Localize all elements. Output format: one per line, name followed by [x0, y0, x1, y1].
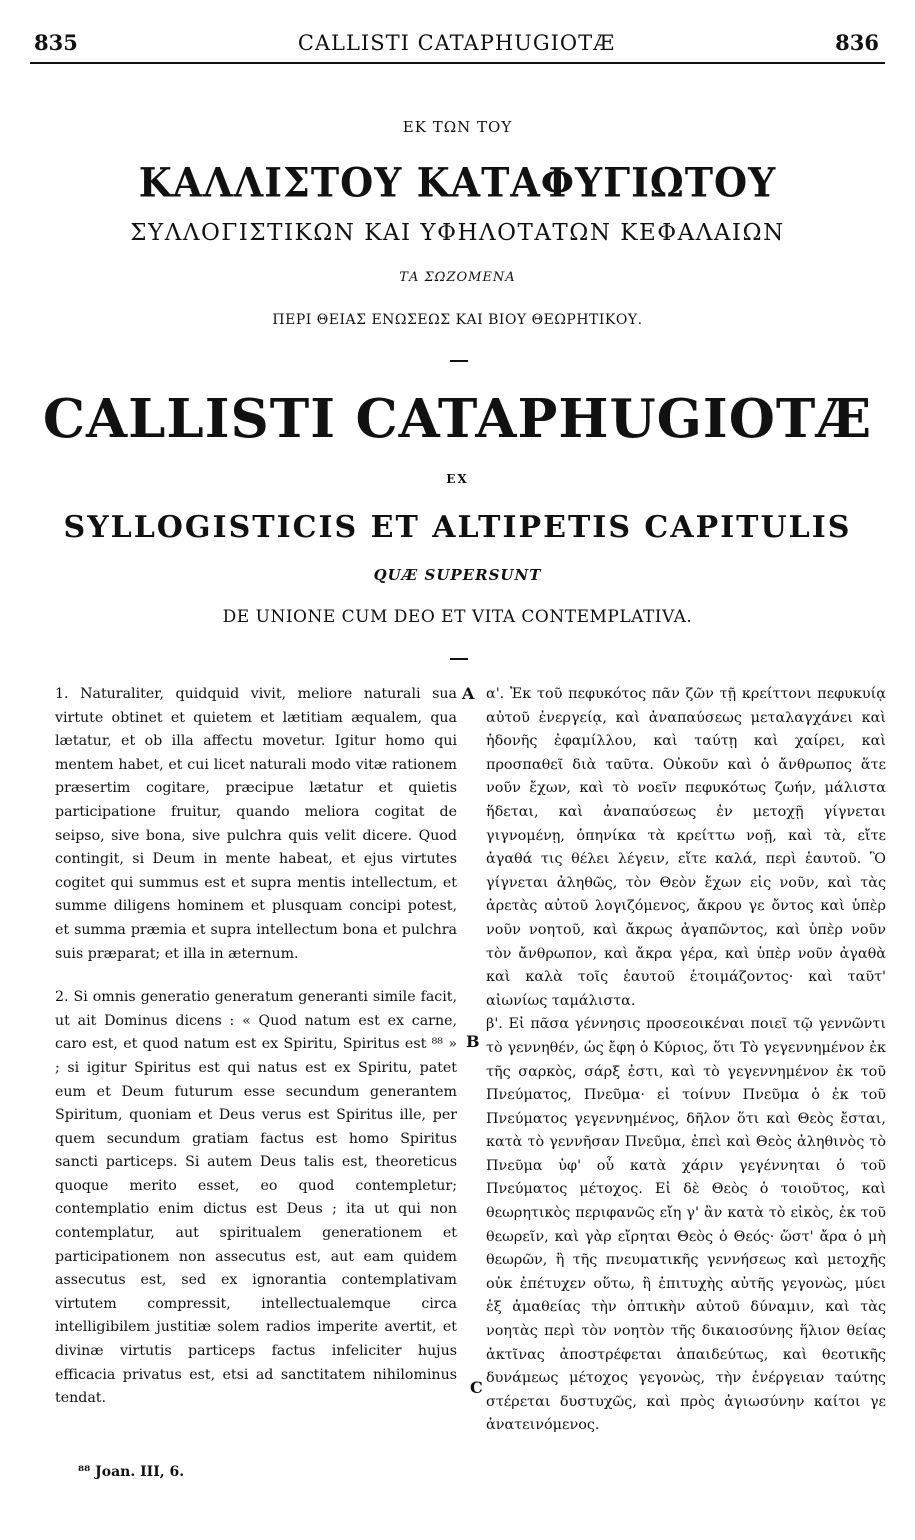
- greek-title-author: ΚΑΛΛΙΣΤΟΥ ΚΑΤΑΦΥΓΙΩΤΟΥ: [138, 158, 777, 207]
- latin-title-subject: DE UNIONE CUM DEO ET VITA CONTEMPLATIVA.: [222, 607, 693, 627]
- greek-title-subject: ΠΕΡΙ ΘΕΙΑΣ ΕΝΩΣΕΩΣ ΚΑΙ ΒΙΟΥ ΘΕΩΡΗΤΙΚΟΥ.: [272, 312, 643, 328]
- running-header: [34, 30, 879, 55]
- latin-title-ex: EX: [446, 472, 469, 486]
- latin-title-work: SYLLOGISTICIS ET ALTIPETIS CAPITULIS: [63, 510, 852, 545]
- margin-marker-c: C: [470, 1378, 483, 1397]
- margin-marker-b: B: [466, 1032, 480, 1051]
- latin-title-author: CALLISTI CATAPHUGIOTÆ: [42, 388, 873, 450]
- header-rule: [30, 62, 885, 64]
- greek-paragraph-1: α'. Ἐκ τοῦ πεφυκότος πᾶν ζῶν τῇ κρείττονι πεφυκυίᾳ αὐτοῦ ἐνεργείᾳ, καὶ ἀναπαύσεως μεταλαγχάνει καὶ ἡδονῆς ἐφαμίλλου, καὶ ταύτῃ καὶ χαίρει, καὶ προσπαθεῖ διὰ ταῦτα. Οὐκοῦν καὶ ὁ ἄνθρωπος ἅτε νοῦν ἔχων, καὶ τὸ νοεῖν πεφυκότως ζωήν, μάλιστα ἥδεται, καὶ ἀναπαύσεως ἐν μετοχῇ γίγνεται γιγνομένῃ, ὁπηνίκα τὰ κρείττω νοῇ, καὶ τὰ, εἴτε ἀγαθά τις θέλει λέγειν, εἴτε καλά, περὶ ἑαυτοῦ. Ὃ γίγνεται ἀληθῶς, τὸν Θεὸν ἔχων εἰς νοῦν, καὶ τὰς ἀρετὰς αὐτοῦ λογιζόμενος, ἄκρου γε ὄντος καὶ ὑπὲρ νοῦν νοητοῦ, καὶ ἄκρως ἀγαπῶντος, καὶ ὑπὲρ νοῦν τὸν ἄνθρωπον, καὶ ἄκρα γέρα, καὶ ὑπὲρ νοῦν ἀγαθὰ καὶ καλὰ τοῖς ἑαυτοῦ ἑτοιμάζοντος· καὶ ταῦτ' αἰωνίως ταμάλιστα.: [486, 686, 886, 1009]
- page-number-right: 836: [835, 30, 879, 55]
- latin-column: [55, 683, 457, 1411]
- latin-paragraph-1: 1. Naturaliter, quidquid vivit, meliore naturali sua virtute obtinet et quietem et lætitiam æqualem, qua lætatur, et ob illa affectu movetur. Igitur homo qui mentem habet, et cui licet naturali modo vitæ rationem præsertim cogitare, præcipue lætatur et quietis participatione fruitur, quando meliora cogitat de seipso, sive bona, sive pulchra quis velit dicere. Quod contingit, si Deum in mente habeat, et ejus virtutes cogitet qui summus est et supra mentis intellectum, et summe diligens hominem et plusquam concipi potest, et summa præmia et supra intellectum bona et pulchra suis præparat; et illa in æternum.: [55, 686, 457, 962]
- margin-marker-a: A: [462, 684, 475, 703]
- greek-title-surviving: ΤΑ ΣΩΖΟΜΕΝΑ: [399, 270, 516, 285]
- greek-title-work: ΣΥΛΛΟΓΙΣΤΙΚΩΝ ΚΑΙ ΥΦΗΛΟΤΑΤΩΝ ΚΕΦΑΛΑΙΩΝ: [130, 220, 785, 246]
- running-title: CALLISTI CATAPHUGIOTÆ: [297, 31, 616, 55]
- latin-paragraph-2: 2. Si omnis generatio generatum generanti simile facit, ut ait Dominus dicens : « Quod natum est ex carne, caro est, et quod natum est ex Spiritu, Spiritus est ⁸⁸ » ; si igitur Spiritus est qui natus est ex Spiritu, patet eum et Deum futurum esse secundum generantem Spiritum, quoniam et Deus verus est Spiritus ille, per quem secundum gratiam factus est homo Spiritus sancti particeps. Si autem Deus talis est, theoreticus quoque merito esset, eo quod contempletur; contemplatio enim dictus est Deus ; ita ut qui non contemplatur, aut spiritualem generationem et participationem non assecutus est, aut eam quidem assecutus est, sed ex ignorantia contemplativam virtutem compressit, intellectualemque circa intelligibilem justitiæ solem radios imperite avertit, et divinæ virtutis particeps factus infeliciter hujus efficacia privatus est, etsi ad sanctitatem nihilominus tendat.: [55, 989, 457, 1407]
- page-number-left: 835: [34, 30, 78, 55]
- greek-title-line1: ΕΚ ΤΩΝ ΤΟΥ: [402, 118, 513, 136]
- latin-title-surviving: QUÆ SUPERSUNT: [373, 566, 542, 584]
- greek-paragraph-2: β'. Εἰ πᾶσα γέννησις προσεοικέναι ποιεῖ τῷ γεννῶντι τὸ γεννηθέν, ὡς ἔφη ὁ Κύριος, ὅτι Τὸ γεγεννημένον ἐκ τῆς σαρκὸς, σάρξ ἐστι, καὶ τὸ γεγεννημένον ἐκ τοῦ Πνεύματος, Πνεῦμα· εἰ τοίνυν Πνεῦμα ὁ ἐκ τοῦ Πνεύματος γεγεννημένος, δῆλον ὅτι καὶ Θεὸς ἔσται, κατὰ τὸ γεννῆσαν Πνεῦμα, ἐπεὶ καὶ Θεὸς ἀληθινὸς τὸ Πνεῦμα ὑφ' οὗ κατὰ χάριν γεγέννηται ὁ τοῦ Πνεύματος μέτοχος. Εἰ δὲ Θεὸς ὁ τοιοῦτος, καὶ θεωρητικὸς περιφανῶς εἴη γ' ἂν κατὰ τὸ εἰκὸς, ἐκ τοῦ θεωρεῖν, καὶ γὰρ εἴρηται Θεὸς ὁ Θεός· ὥστ' ἄρα ὁ μὴ θεωρῶν, ἢ τῆς πνευματικῆς γεννήσεως καὶ μετοχῆς οὐκ ἐπέτυχεν οὕτω, ἢ ἐπιτυχὴς αὐτῆς γεγονὼς, μύει ἐξ ἀμαθείας τὴν ὀπτικὴν αὐτοῦ δύναμιν, καὶ τὰς νοητὰς περὶ τὸν νοητὸν τῆς δικαιοσύνης ἥλιον θείας ἀκτῖνας ἀποστρέφεται ἀπαιδεύτως, καὶ θεοτικῆς δυνάμεως μέτοχος γεγονὼς, τὴν ἐνέργειαν ταύτης στέρεται δυστυχῶς, καὶ πρὸς ἁγιωσύνην καίτοι γε ἀνατεινόμενος.: [486, 1016, 886, 1434]
- greek-column: [486, 683, 886, 1438]
- title-divider-2: [450, 658, 468, 660]
- footnote: ⁸⁸ Joan. III, 6.: [78, 1464, 185, 1480]
- title-divider: [450, 360, 468, 362]
